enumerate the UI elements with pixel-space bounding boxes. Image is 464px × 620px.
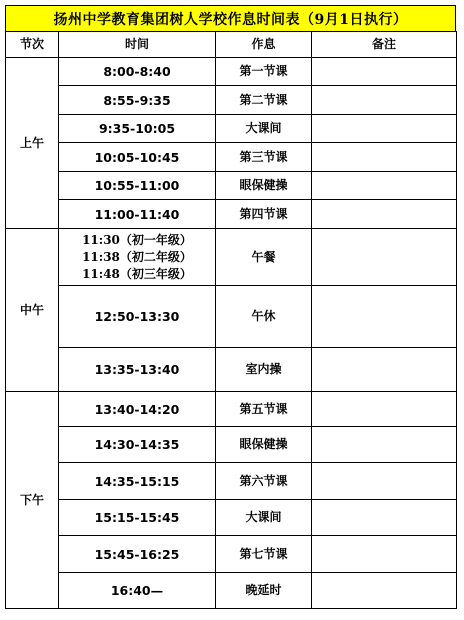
row-activity: 第七节课 [216,536,312,573]
row-note [312,229,457,286]
table-row [6,392,457,427]
header-activity: 作息 [216,32,312,58]
row-activity: 第六节课 [216,463,312,500]
row-note [312,200,457,229]
period-noon: 中午 [6,229,59,392]
table-row [6,463,457,500]
row-time: 16:40— [59,573,216,609]
row-time: 8:00-8:40 [59,58,216,86]
table-row [6,86,457,115]
row-activity: 眼保健操 [216,427,312,463]
row-note [312,392,457,427]
row-activity: 第四节课 [216,200,312,229]
table-row [6,143,457,172]
lunch-time-grade1: 11:30（初一年级） [82,232,192,247]
row-activity: 午休 [216,286,312,348]
row-time: 10:55-11:00 [59,172,216,200]
row-note [312,115,457,143]
row-time: 9:35-10:05 [59,115,216,143]
table-row [6,58,457,86]
row-note [312,172,457,200]
row-note [312,573,457,609]
row-note [312,427,457,463]
row-activity: 大课间 [216,115,312,143]
header-row [6,32,457,58]
row-time: 8:55-9:35 [59,86,216,115]
table-row [6,573,457,609]
row-note [312,143,457,172]
row-activity: 眼保健操 [216,172,312,200]
lunch-time-grade3: 11:48（初三年级） [82,266,192,281]
table-row [6,348,457,392]
header-notes: 备注 [312,32,457,58]
lunch-time-grade2: 11:38（初二年级） [82,249,192,264]
row-note [312,536,457,573]
row-activity: 晚延时 [216,573,312,609]
row-time-multi [59,229,216,286]
row-time: 15:45-16:25 [59,536,216,573]
row-note [312,286,457,348]
table-row [6,286,457,348]
row-activity: 午餐 [216,229,312,286]
row-time: 13:35-13:40 [59,348,216,392]
row-activity: 第二节课 [216,86,312,115]
row-time: 11:00-11:40 [59,200,216,229]
row-activity: 第三节课 [216,143,312,172]
row-time: 14:35-15:15 [59,463,216,500]
row-activity: 室内操 [216,348,312,392]
row-time: 14:30-14:35 [59,427,216,463]
row-time: 12:50-13:30 [59,286,216,348]
table-row [6,427,457,463]
row-time: 10:05-10:45 [59,143,216,172]
table-row [6,172,457,200]
table-row [6,500,457,536]
row-note [312,58,457,86]
row-note [312,463,457,500]
table-row [6,536,457,573]
row-note [312,500,457,536]
table-row [6,200,457,229]
row-activity: 第五节课 [216,392,312,427]
period-morning: 上午 [6,58,59,229]
schedule-table [5,31,457,609]
row-activity: 大课间 [216,500,312,536]
header-time: 时间 [59,32,216,58]
period-afternoon: 下午 [6,392,59,609]
row-activity: 第一节课 [216,58,312,86]
row-note [312,348,457,392]
table-row [6,229,457,286]
row-time: 15:15-15:45 [59,500,216,536]
row-note [312,86,457,115]
header-period: 节次 [6,32,59,58]
row-time: 13:40-14:20 [59,392,216,427]
schedule-title: 扬州中学教育集团树人学校作息时间表（9月1日执行） [5,5,456,32]
table-row [6,115,457,143]
